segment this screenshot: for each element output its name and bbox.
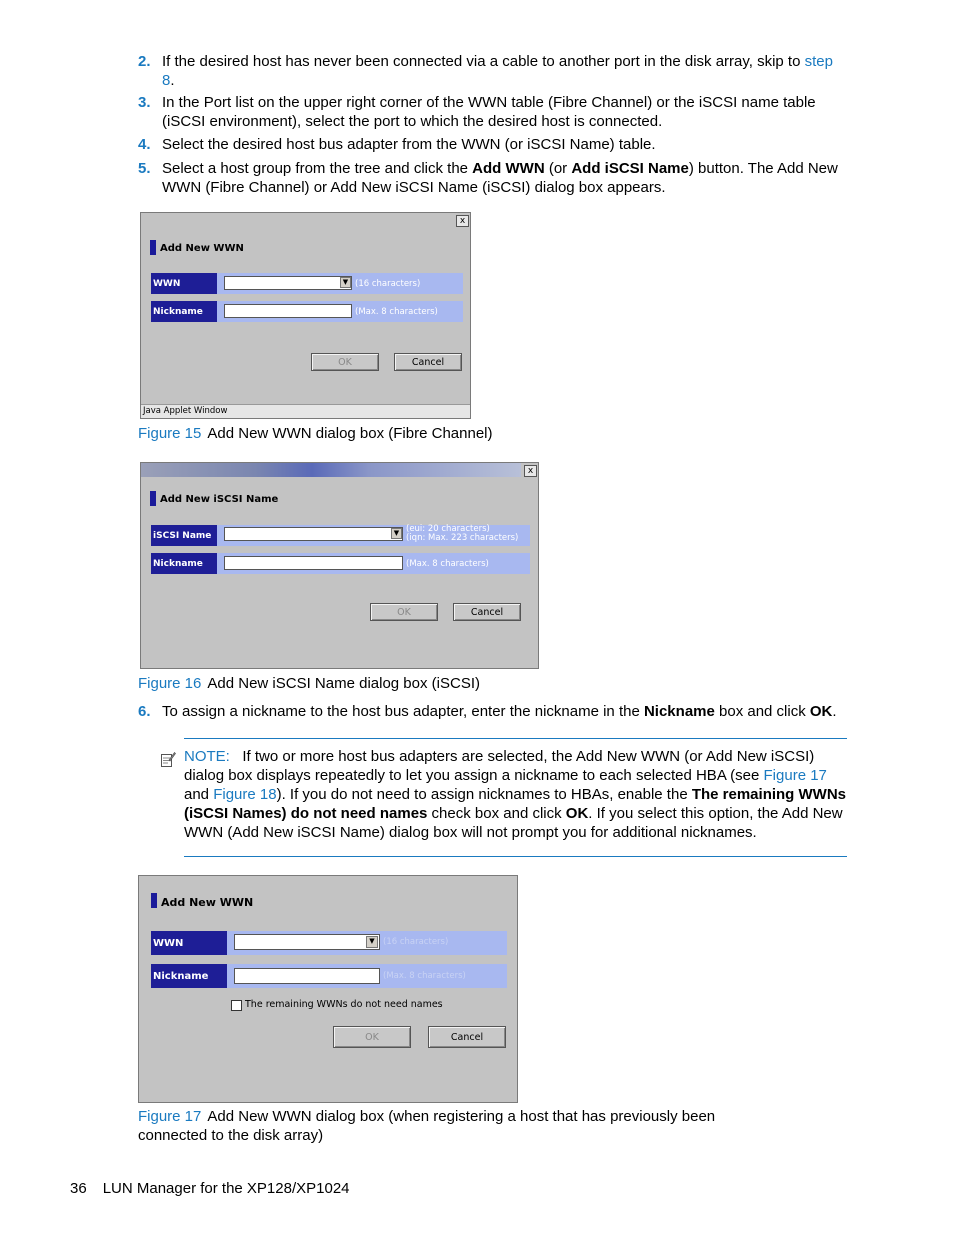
step-text <box>162 702 848 721</box>
step-number: 6. <box>138 703 151 720</box>
step-number: 5. <box>138 160 151 177</box>
figure-16-dialog <box>140 462 539 669</box>
text-run: (or <box>544 160 572 177</box>
cancel-button[interactable]: Cancel <box>453 603 521 621</box>
text-run: If two or more host bus adapters are selected, the Add New WWN (or Add New iSCSI) dialog box displays repeatedly to let you assign a nickname to each selected HBA (see <box>184 748 815 784</box>
nickname-hint: (Max. 8 characters) <box>406 559 489 569</box>
cancel-button[interactable]: Cancel <box>428 1026 506 1048</box>
caption-text: Add New iSCSI Name dialog box (iSCSI) <box>207 675 480 692</box>
page-number: 36 <box>70 1180 87 1197</box>
figure-16-caption <box>138 674 480 693</box>
figure-number: Figure 15 <box>138 425 202 442</box>
nickname-label: Nickname <box>151 553 217 574</box>
note-label: NOTE: <box>184 748 230 765</box>
figure-number: Figure 16 <box>138 675 202 692</box>
dialog-heading: Add New WWN <box>160 243 244 254</box>
wwn-label: WWN <box>151 273 217 294</box>
remaining-wwns-label: The remaining WWNs do not need names <box>245 999 443 1010</box>
note-text <box>184 747 848 842</box>
caption-text: Add New WWN dialog box (when registering a host that has previously been connected to the disk array) <box>138 1108 716 1144</box>
text-run: Select the desired host bus adapter from the WWN (or iSCSI Name) table. <box>162 136 656 153</box>
step-2 <box>138 52 848 90</box>
iscsi-hint-2: (iqn: Max. 223 characters) <box>406 533 519 543</box>
text-run: box and click <box>714 703 810 720</box>
emphasis-text: The remaining WWNs (iSCSI Names) do not need names <box>184 786 847 822</box>
step-number: 4. <box>138 136 151 153</box>
wwn-combobox[interactable] <box>224 276 352 290</box>
dialog-heading: Add New WWN <box>161 896 254 909</box>
nickname-label: Nickname <box>151 301 217 322</box>
iscsi-combobox[interactable] <box>224 527 403 541</box>
cross-reference-link[interactable]: Figure 18 <box>213 786 277 803</box>
nickname-hint: (Max. 8 characters) <box>355 307 438 317</box>
title-bar <box>141 463 521 477</box>
text-run: If the desired host has never been connected via a cable to another port in the disk array, skip to <box>162 53 805 70</box>
iscsi-label: iSCSI Name <box>151 525 217 546</box>
text-run: Select a host group from the tree and click the <box>162 160 473 177</box>
iscsi-hint-1: (eui: 20 characters) <box>406 524 490 534</box>
cross-reference-link[interactable]: step 8 <box>162 53 833 89</box>
caption-text: Add New WWN dialog box (Fibre Channel) <box>207 425 493 442</box>
wwn-hint: (16 characters) <box>383 937 449 947</box>
chevron-down-icon[interactable]: ▼ <box>391 528 402 539</box>
text-run: . If you select this option, the Add New WWN (Add New iSCSI Name) dialog box will not prompt you for additional nicknames. <box>184 805 843 841</box>
figure-17-dialog <box>138 875 518 1103</box>
note-body <box>184 748 846 841</box>
text-run: check box and click <box>427 805 566 822</box>
figure-number: Figure 17 <box>138 1108 202 1125</box>
text-run: . <box>832 703 837 720</box>
step-text <box>162 93 848 131</box>
text-run: In the Port list on the upper right corner of the WWN table (Fibre Channel) or the iSCSI name table (iSCSI environment), select the port to which the desired host is connected. <box>162 94 816 130</box>
step-number: 2. <box>138 53 151 70</box>
page-footer <box>70 1180 350 1197</box>
step-6 <box>138 702 848 721</box>
wwn-label: WWN <box>151 931 227 955</box>
note-bottom-rule <box>184 856 847 857</box>
dialog-heading: Add New iSCSI Name <box>160 494 279 505</box>
nickname-label: Nickname <box>151 964 227 988</box>
ok-button[interactable]: OK <box>370 603 438 621</box>
ok-button[interactable]: OK <box>333 1026 411 1048</box>
emphasis-text: Add WWN <box>472 160 545 177</box>
emphasis-text: Nickname <box>643 703 715 720</box>
nickname-field[interactable] <box>234 968 380 984</box>
step-text <box>162 159 848 197</box>
text-run: ) button. The Add New WWN (Fibre Channel) or Add New iSCSI Name (iSCSI) dialog box appears. <box>162 160 838 196</box>
step-text <box>162 52 848 90</box>
step-number: 3. <box>138 94 151 111</box>
figure-15-dialog <box>140 212 471 419</box>
text-run: ). If you do not need to assign nicknames to HBAs, enable the <box>276 786 692 803</box>
step-3 <box>138 93 848 131</box>
chevron-down-icon[interactable]: ▼ <box>366 936 378 948</box>
text-run: . <box>170 72 175 89</box>
wwn-combobox[interactable] <box>234 934 380 950</box>
text-run: and <box>184 786 214 803</box>
step-4 <box>138 135 848 154</box>
emphasis-text: OK <box>809 703 833 720</box>
status-bar: Java Applet Window <box>141 404 470 418</box>
close-icon[interactable]: x <box>524 465 537 477</box>
step-text <box>162 135 848 154</box>
step-5 <box>138 159 848 197</box>
remaining-wwns-checkbox[interactable] <box>231 1000 242 1011</box>
footer-title: LUN Manager for the XP128/XP1024 <box>102 1180 350 1197</box>
cross-reference-link[interactable]: Figure 17 <box>763 767 827 784</box>
emphasis-text: OK <box>565 805 589 822</box>
note-top-rule <box>184 738 847 739</box>
note-icon <box>160 751 176 767</box>
nickname-hint: (Max. 8 characters) <box>383 971 466 981</box>
text-run: To assign a nickname to the host bus adapter, enter the nickname in the <box>162 703 644 720</box>
figure-17-caption <box>138 1107 748 1145</box>
nickname-field[interactable] <box>224 556 403 570</box>
cancel-button[interactable]: Cancel <box>394 353 462 371</box>
nickname-field[interactable] <box>224 304 352 318</box>
wwn-hint: (16 characters) <box>355 279 421 289</box>
figure-15-caption <box>138 424 493 443</box>
close-icon[interactable]: x <box>456 215 469 227</box>
chevron-down-icon[interactable]: ▼ <box>340 277 351 288</box>
ok-button[interactable]: OK <box>311 353 379 371</box>
emphasis-text: Add iSCSI Name <box>571 160 689 177</box>
